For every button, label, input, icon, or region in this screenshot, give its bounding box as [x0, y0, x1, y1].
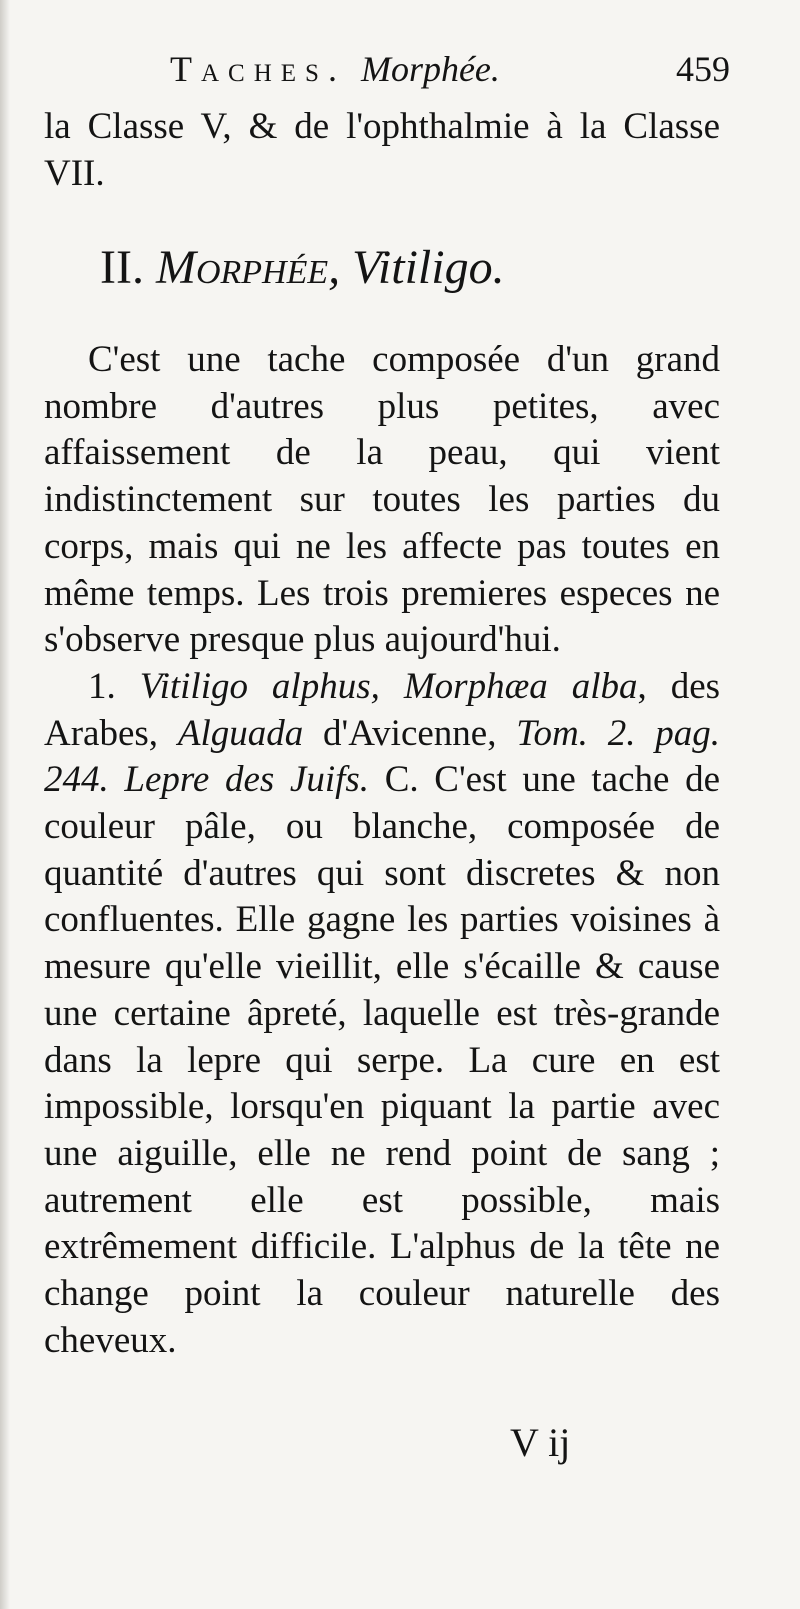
- carryover-text: la Classe V, & de l'ophthalmie à la Classe VII.: [44, 106, 720, 194]
- item-1-text-b: d'Avicenne,: [323, 712, 497, 754]
- item-1-synonym: Morphæa alba: [403, 665, 638, 707]
- body-text: [44, 337, 720, 1364]
- intro-paragraph: C'est une tache composée d'un grand nombre d'autres plus petites, avec affaissement de la peau, qui vient indistinctement sur toutes les parties du corps, mais qui ne les affecte pas toutes en même temps. Les trois premieres especes ne s'observe presque plus aujourd'hui.: [44, 339, 720, 661]
- section-heading: [100, 236, 740, 300]
- page-gutter-shadow: [0, 0, 10, 1609]
- item-1-reference: Tom. 2. pag. 244. Lepre des Juifs.: [44, 712, 721, 801]
- carryover-paragraph: [44, 104, 720, 197]
- item-1-paragraph: [44, 664, 720, 1365]
- running-head: [170, 44, 730, 94]
- item-1-text-c: C. C'est une tache de couleur pâle, ou blanche, composée de quantité d'autres qui sont discretes & non confluentes. Elle gagne les parties voisines à mesure qu'elle vieillit, elle s'écaille & cause une certaine âpreté, laquelle est très-grande dans la lepre qui serpe. La cure en est impossible, lorsqu'en piquant la partie avec une aiguille, elle ne rend point de sang ; autrement elle est possible, mais extrêmement difficile. L'alphus de la tête ne change point la couleur naturelle des cheveux.: [44, 759, 721, 1361]
- signature-mark: V ij: [510, 1420, 571, 1465]
- running-head-title: Taches.: [170, 49, 346, 89]
- item-1-text-a: , des Arabes,: [44, 665, 721, 754]
- page-number: 459: [676, 49, 730, 89]
- section-title: Morphée,: [155, 241, 341, 294]
- section-subtitle: Vitiligo.: [352, 241, 505, 294]
- section-number: II.: [100, 241, 144, 294]
- item-1-name: Vitiligo alphus,: [139, 665, 380, 707]
- item-1-number: 1.: [88, 665, 116, 707]
- item-1-alguada: Alguada: [177, 712, 304, 754]
- running-head-subtitle: Morphée.: [360, 49, 500, 89]
